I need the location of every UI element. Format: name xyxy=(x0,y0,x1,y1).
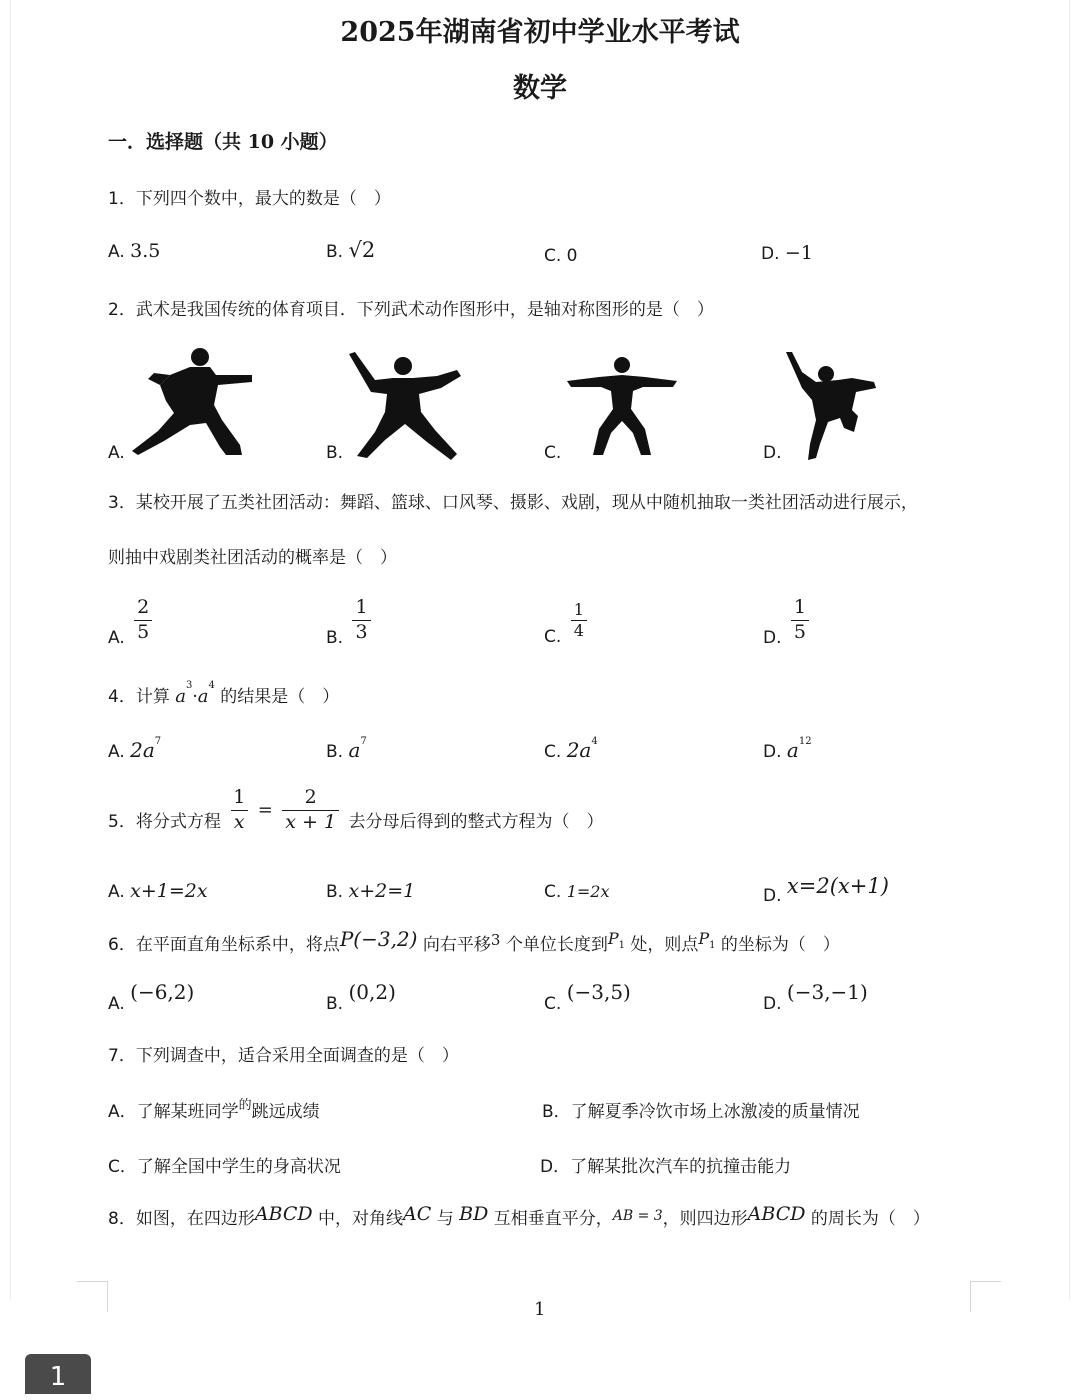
q5-option-c[interactable] xyxy=(544,882,609,902)
question-3-stem-line1: 3．某校开展了五类社团活动：舞蹈、篮球、口风琴、摄影、戏剧，现从中随机抽取一类社团活动进行展示， xyxy=(108,493,918,513)
fraction xyxy=(352,596,370,645)
point-p1: P xyxy=(698,929,710,948)
option-text-small: 的 xyxy=(238,1098,252,1113)
q1-option-a[interactable] xyxy=(108,240,160,262)
section-title: 一．选择题（共 10 小题） xyxy=(108,131,338,153)
q5-option-d[interactable] xyxy=(763,874,889,906)
q1-option-d[interactable] xyxy=(761,242,813,264)
q3-option-d[interactable] xyxy=(763,596,813,649)
q3-option-c[interactable] xyxy=(544,600,591,647)
option-letter: C. xyxy=(544,994,562,1014)
exponent: 4 xyxy=(208,680,215,691)
fraction xyxy=(571,600,587,641)
math-dot: · xyxy=(192,687,198,707)
q7-option-b[interactable]: B．了解夏季冷饮市场上冰激凌的质量情况 xyxy=(542,1102,860,1122)
numerator: 1 xyxy=(233,786,246,808)
denominator: 5 xyxy=(134,620,152,645)
fraction xyxy=(791,596,809,645)
numerator: 1 xyxy=(355,596,368,618)
quadrilateral-name: ABCD xyxy=(747,1203,806,1225)
option-value: a xyxy=(786,738,799,762)
option-letter: A. xyxy=(108,742,125,762)
q3-option-a[interactable] xyxy=(108,596,156,649)
q5-option-a[interactable] xyxy=(108,880,208,902)
option-letter: C. xyxy=(544,882,562,902)
q2-option-d-label[interactable]: D. xyxy=(763,443,782,463)
denominator: x xyxy=(231,810,248,835)
option-letter: B. xyxy=(326,882,344,902)
q1-option-c[interactable]: C. 0 xyxy=(544,246,578,266)
stem-text: 的坐标为（ ） xyxy=(720,935,840,955)
question-2-stem: 2．武术是我国传统的体育项目．下列武术动作图形中，是轴对称图形的是（ ） xyxy=(108,300,714,320)
page-corner-mark-left xyxy=(77,1281,108,1312)
option-text: 跳远成绩 xyxy=(251,1102,320,1122)
subscript: 1 xyxy=(709,940,716,951)
stem-text: 向右平移 xyxy=(422,935,491,955)
option-value: 2a xyxy=(566,738,592,762)
option-text: A．了解某班同学 xyxy=(108,1102,239,1122)
option-value: x+1=2x xyxy=(130,880,208,902)
martial-arts-stance-b-icon xyxy=(345,350,465,462)
option-value: 1=2x xyxy=(566,882,610,901)
diagonal-ac: AC xyxy=(403,1203,432,1225)
option-value: a xyxy=(348,738,361,762)
option-letter: A. xyxy=(108,994,125,1014)
q4-option-c[interactable] xyxy=(544,738,598,762)
shift-amount: 3 xyxy=(490,931,501,949)
denominator: 4 xyxy=(571,620,587,641)
exponent: 7 xyxy=(154,736,162,747)
math-var: a xyxy=(197,686,209,707)
option-value: 3.5 xyxy=(130,240,161,262)
stem-text: 6．在平面直角坐标系中，将点 xyxy=(108,935,340,955)
option-value: (−3,5) xyxy=(566,980,631,1004)
option-value: √2 xyxy=(348,238,376,262)
q4-option-b[interactable] xyxy=(326,738,367,762)
side-length: AB = 3 xyxy=(612,1208,663,1224)
numerator: 2 xyxy=(137,596,150,618)
page-indicator-button[interactable]: 1 xyxy=(25,1354,91,1394)
q7-option-c[interactable]: C．了解全国中学生的身高状况 xyxy=(108,1157,341,1177)
question-1-stem: 1．下列四个数中，最大的数是（ ） xyxy=(108,189,391,209)
question-6-stem xyxy=(108,927,840,955)
page-corner-mark-right xyxy=(970,1281,1001,1312)
option-value: −1 xyxy=(784,242,813,264)
stem-text: 互相垂直平分， xyxy=(493,1209,613,1229)
point-p1: P xyxy=(607,929,619,948)
equation-right-fraction xyxy=(282,786,339,835)
stem-text: 5．将分式方程 xyxy=(108,812,221,833)
numerator: 2 xyxy=(304,786,317,808)
equals-sign: = xyxy=(257,799,273,821)
exam-title: 2025年湖南省初中学业水平考试 xyxy=(340,17,740,48)
exponent: 7 xyxy=(360,736,367,747)
option-letter: C. xyxy=(544,626,562,647)
option-letter: A. xyxy=(108,628,125,649)
option-letter: B. xyxy=(326,994,344,1014)
option-value: x=2(x+1) xyxy=(786,874,889,898)
stem-text: 4．计算 xyxy=(108,687,170,707)
q3-option-b[interactable] xyxy=(326,596,375,649)
q4-option-d[interactable] xyxy=(763,738,812,762)
subject-title: 数学 xyxy=(513,73,567,104)
option-value: (−3,−1) xyxy=(786,980,868,1004)
page-number: 1 xyxy=(534,1299,546,1320)
exponent: 4 xyxy=(591,736,598,747)
question-5-stem xyxy=(108,786,603,835)
exponent: 12 xyxy=(798,736,812,747)
question-8-stem xyxy=(108,1204,930,1229)
exponent: 3 xyxy=(185,680,193,691)
martial-arts-stance-a-icon xyxy=(130,345,255,460)
option-letter: D. xyxy=(763,742,782,762)
denominator: 3 xyxy=(352,620,370,645)
stem-text: ，则四边形 xyxy=(662,1209,748,1229)
q2-option-c-label[interactable]: C. xyxy=(544,443,562,463)
math-var: a xyxy=(175,686,186,707)
option-letter: B. xyxy=(326,242,344,262)
option-letter: D. xyxy=(763,628,782,649)
q5-option-b[interactable] xyxy=(326,880,415,902)
option-letter: B. xyxy=(326,628,344,649)
stem-text: 去分母后得到的整式方程为（ ） xyxy=(348,812,604,833)
equation-left-fraction xyxy=(230,786,248,835)
option-letter: A. xyxy=(108,242,125,262)
q4-option-a[interactable] xyxy=(108,738,161,762)
option-letter: A. xyxy=(108,882,125,902)
option-letter: D. xyxy=(763,886,782,906)
page-edge-left xyxy=(10,0,11,1300)
numerator: 1 xyxy=(573,600,584,619)
stem-text: 的结果是（ ） xyxy=(220,687,340,707)
question-7-stem: 7．下列调查中，适合采用全面调查的是（ ） xyxy=(108,1046,459,1066)
stem-text: 与 xyxy=(436,1209,454,1229)
option-letter: D. xyxy=(763,994,782,1014)
fraction xyxy=(134,596,152,645)
stem-text: 中，对角线 xyxy=(318,1209,404,1229)
q6-option-c[interactable] xyxy=(544,980,631,1014)
option-letter: D. xyxy=(761,244,780,264)
option-letter: B. xyxy=(326,742,344,762)
q7-option-a[interactable] xyxy=(108,1097,320,1122)
stem-text: 8．如图，在四边形 xyxy=(108,1209,255,1229)
denominator: 5 xyxy=(791,620,809,645)
option-value: x+2=1 xyxy=(348,880,416,902)
option-value: 2a xyxy=(130,738,155,762)
question-4-stem xyxy=(108,682,339,707)
subscript: 1 xyxy=(618,940,625,951)
option-value: (−6,2) xyxy=(130,980,195,1004)
stem-text: 处，则点 xyxy=(630,935,699,955)
option-letter: C. xyxy=(544,742,562,762)
quadrilateral-name: ABCD xyxy=(254,1203,313,1225)
q6-option-d[interactable] xyxy=(763,980,868,1014)
q6-option-b[interactable] xyxy=(326,980,396,1014)
q7-option-d[interactable]: D．了解某批次汽车的抗撞击能力 xyxy=(540,1157,792,1177)
stem-text: 的周长为（ ） xyxy=(810,1209,930,1229)
q1-option-b[interactable] xyxy=(326,238,375,262)
stem-text: 个单位长度到 xyxy=(505,935,608,955)
option-value: (0,2) xyxy=(348,980,396,1004)
martial-arts-stance-c-icon xyxy=(565,355,680,460)
diagonal-bd: BD xyxy=(459,1203,489,1225)
page-edge-right xyxy=(1069,0,1070,1300)
point-p: P(−3,2) xyxy=(339,927,418,951)
denominator: x + 1 xyxy=(282,810,339,835)
question-3-stem-line2: 则抽中戏剧类社团活动的概率是（ ） xyxy=(108,548,397,568)
q2-option-a-label[interactable]: A. xyxy=(108,443,125,463)
numerator: 1 xyxy=(793,596,806,618)
martial-arts-stance-d-icon xyxy=(782,348,882,462)
q6-option-a[interactable] xyxy=(108,980,195,1014)
q2-option-b-label[interactable]: B. xyxy=(326,443,344,463)
